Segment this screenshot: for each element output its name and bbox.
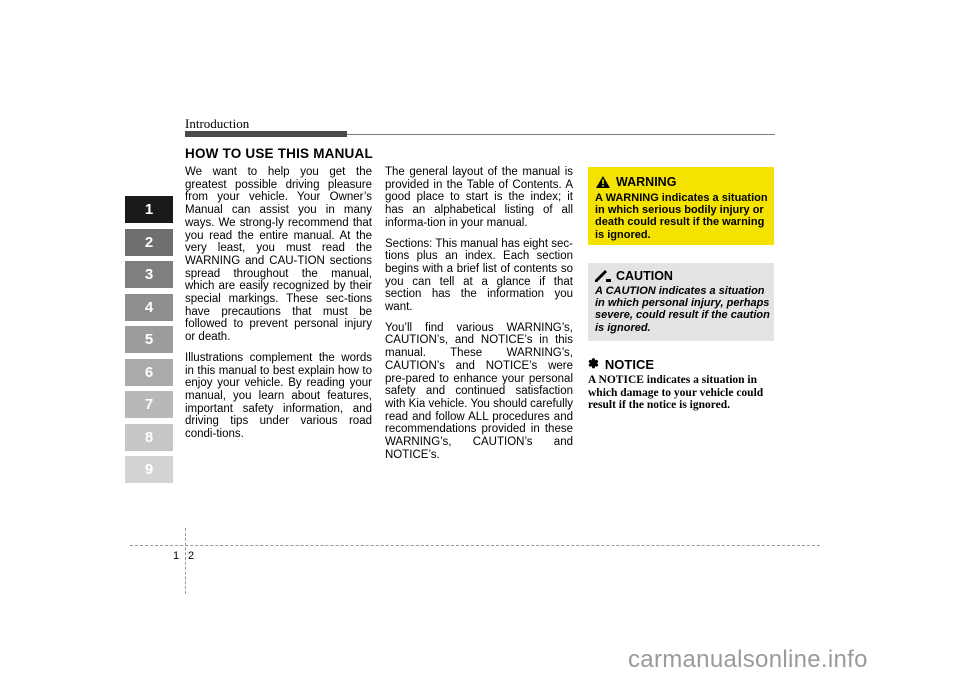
watermark: carmanualsonline.info	[628, 646, 868, 673]
chapter-tab-2[interactable]: 2	[125, 229, 173, 256]
chapter-tab-5[interactable]: 5	[125, 326, 173, 353]
caution-text: A CAUTION indicates a situation in which personal injury, perhaps severe, could result if the caution is ignored.	[595, 285, 770, 334]
footer-page-number: 2	[188, 550, 195, 562]
section-heading: HOW TO USE THIS MANUAL	[185, 146, 373, 161]
header-rule	[347, 134, 775, 135]
warning-heading	[596, 175, 676, 189]
chapter-tab-6[interactable]: 6	[125, 359, 173, 386]
paragraph: We want to help you get the greatest possible driving pleasure from your vehicle. Your Owner’s Manual can assist you in many ways. We strong-ly recommend that you read the entire manual. At the very least, you must read the WARNING and CAU-TION sections spread throughout the manual, which are easily recognized by their special markings. These sec-tions have precautions that must be followed to prevent personal injury or death.	[185, 166, 372, 344]
warning-text: A WARNING indicates a situation in which serious bodily injury or death could result if the warning is ignored.	[595, 192, 768, 241]
footer-section-number: 1	[173, 550, 180, 562]
notice-star-icon: ✽	[588, 356, 599, 371]
caution-heading	[595, 269, 673, 283]
footer-rule	[130, 545, 820, 546]
notice-text: A NOTICE indicates a situation in which damage to your vehicle could result if the notice is ignored.	[588, 374, 764, 412]
chapter-tabs	[125, 196, 173, 489]
paragraph: Illustrations complement the words in this manual to best explain how to enjoy your vehicle. By reading your manual, you learn about features, important safety information, and driving tips under various road condi-tions.	[185, 351, 372, 441]
chapter-tab-4[interactable]: 4	[125, 294, 173, 321]
paragraph: You’ll find various WARNING’s, CAUTION’s, and NOTICE’s in this manual. These WARNING’s, CAUTION’s and NOTICE’s were pre-pared to enhance your personal safety and continued satisfaction with Kia vehicle. You should carefully read and follow ALL procedures and recommendations provided in these WARNING’s, CAUTION’s and NOTICE’s.	[385, 321, 573, 461]
chapter-tab-9[interactable]: 9	[125, 456, 173, 483]
page-header-title: Introduction	[185, 116, 250, 131]
warning-box	[588, 167, 774, 245]
caution-title: CAUTION	[616, 269, 673, 283]
text-column-2	[385, 166, 573, 469]
notice-title: NOTICE	[604, 356, 655, 372]
paragraph: Sections: This manual has eight sec-tions plus an index. Each section begins with a brief list of contents so you can tell at a glance if that section has the information you want.	[385, 237, 573, 314]
header-accent-bar	[185, 131, 347, 137]
text-column-1	[185, 166, 372, 449]
caution-box	[588, 263, 774, 341]
chapter-tab-7[interactable]: 7	[125, 391, 173, 418]
notice-heading	[588, 356, 654, 372]
warning-title: WARNING	[616, 175, 677, 189]
warning-triangle-icon	[596, 176, 610, 188]
caution-pencil-icon	[595, 270, 611, 282]
chapter-tab-1[interactable]: 1	[125, 196, 173, 223]
chapter-tab-8[interactable]: 8	[125, 424, 173, 451]
chapter-tab-3[interactable]: 3	[125, 261, 173, 288]
paragraph: The general layout of the manual is provided in the Table of Contents. A good place to start is the index; it has an alphabetical listing of all informa-tion in your manual.	[385, 166, 573, 229]
footer-divider	[185, 528, 186, 594]
